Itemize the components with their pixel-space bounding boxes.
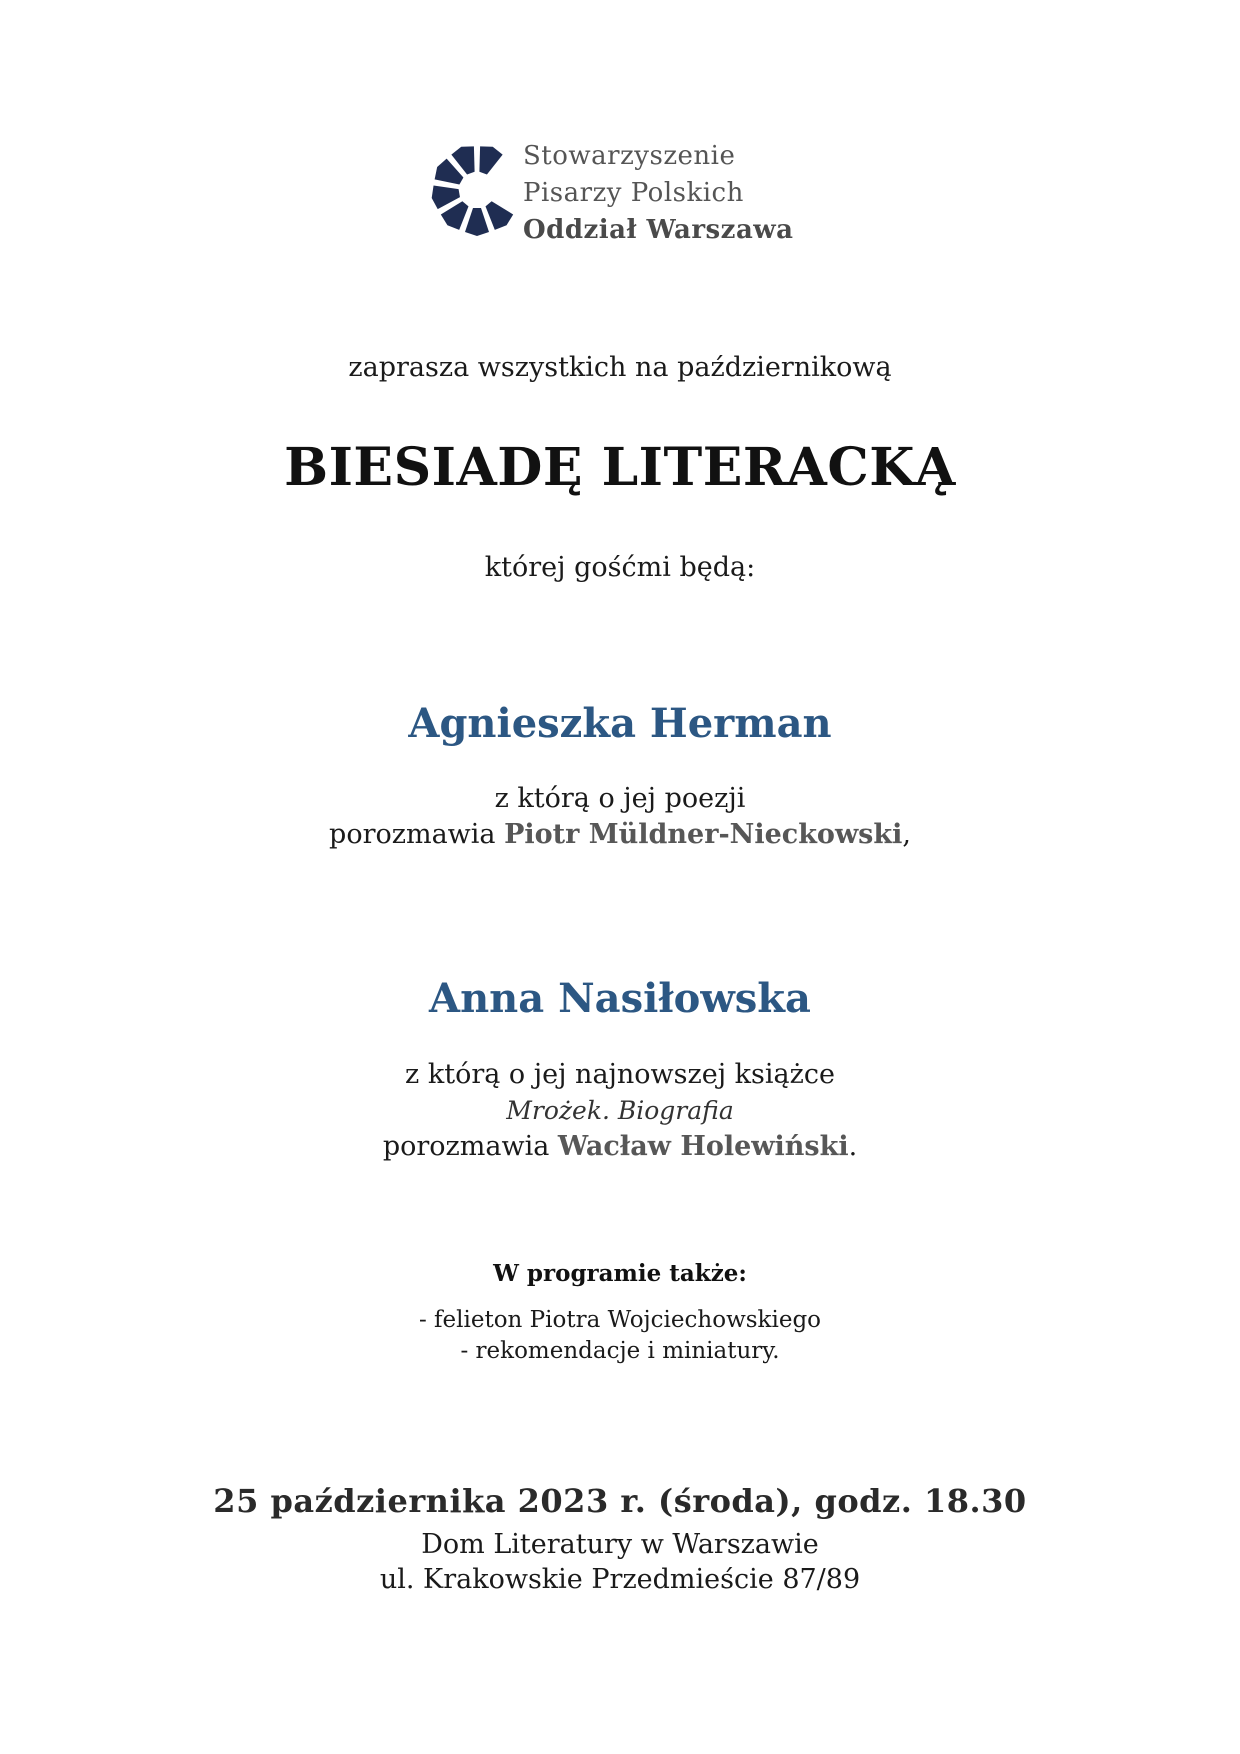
program-list [0,1305,1240,1367]
guest-1-host-line [0,817,1240,853]
feather-pen-fan-icon [415,132,527,250]
guest-name-2: Anna Nasiłowska [429,975,811,1022]
program-item-2: - rekomendacje i miniatury. [460,1338,780,1364]
intro-text: zaprasza wszystkich na październikową [348,352,892,383]
host-name-2: Wacław Holewiński [557,1131,849,1162]
host-suffix: , [902,819,911,850]
host-name-1: Piotr Müldner-Nieckowski [504,819,903,850]
guests-intro-text: której gośćmi będą: [484,552,756,583]
organization-branch: Oddział Warszawa [523,215,794,245]
guest-description-1 [0,781,1240,853]
organization-name [523,138,794,249]
host-suffix: . [848,1131,858,1162]
host-prefix: porozmawia [382,1131,558,1162]
event-date: 25 października 2023 r. (środa), godz. 18.30 [213,1482,1027,1520]
host-prefix: porozmawia [329,819,505,850]
guest-name-1: Agnieszka Herman [408,700,832,747]
program-heading: W programie także: [493,1260,747,1287]
guest-2-host-line [0,1129,1240,1165]
organization-logo [415,132,835,252]
organization-name-line1: Stowarzyszenie [523,141,736,171]
event-venue [0,1527,1240,1597]
guest-2-topic: z którą o jej najnowszej książce [405,1059,835,1090]
program-item-1: - felieton Piotra Wojciechowskiego [418,1307,822,1333]
guest-description-2 [0,1057,1240,1165]
book-title: Mrożek. Biografia [506,1096,734,1125]
venue-address: ul. Krakowskie Przedmieście 87/89 [379,1564,861,1595]
venue-name: Dom Literatury w Warszawie [421,1529,819,1560]
event-title: BIESIADĘ LITERACKĄ [284,437,956,498]
organization-name-line2: Pisarzy Polskich [523,178,744,208]
guest-1-topic: z którą o jej poezji [494,783,746,814]
